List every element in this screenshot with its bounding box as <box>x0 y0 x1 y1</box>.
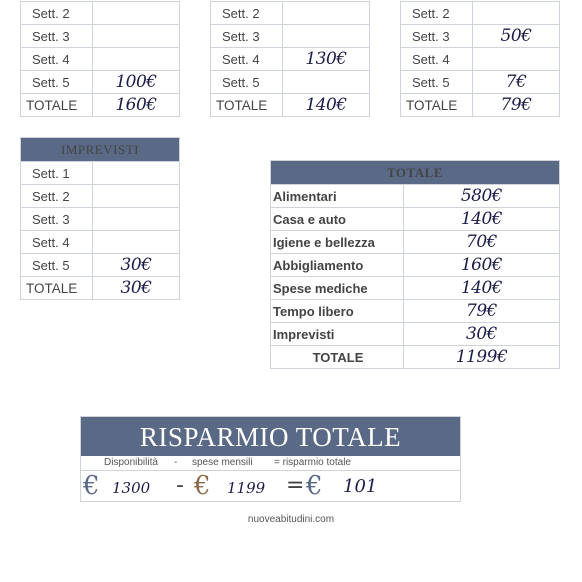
row-value <box>93 231 180 254</box>
row-value: 140€ <box>283 94 370 117</box>
row-label: Tempo libero <box>271 300 404 323</box>
imprevisti-body <box>21 162 180 300</box>
table-row <box>271 346 560 369</box>
row-value <box>93 48 180 71</box>
risparmio-totale-label: = risparmio totale <box>274 457 351 468</box>
row-label: Sett. 2 <box>401 2 473 25</box>
totale-body <box>271 185 560 369</box>
row-label: Sett. 1 <box>21 162 93 185</box>
row-label: Imprevisti <box>271 323 404 346</box>
row-label: Sett. 3 <box>21 208 93 231</box>
risparmio-value: 101 <box>343 476 378 497</box>
table-row <box>211 25 370 48</box>
risparmio-box <box>80 416 461 502</box>
table-row <box>21 162 180 185</box>
risparmio-subheader <box>81 456 460 471</box>
row-value <box>283 71 370 94</box>
row-label: Sett. 5 <box>211 71 283 94</box>
row-value: 140€ <box>404 277 560 300</box>
table-row <box>401 71 560 94</box>
minus-sign: - <box>176 473 184 498</box>
row-value: 79€ <box>473 94 560 117</box>
table-row <box>211 71 370 94</box>
table-row <box>211 2 370 25</box>
row-label: Sett. 2 <box>21 2 93 25</box>
table-row <box>271 231 560 254</box>
row-value <box>93 25 180 48</box>
table-row <box>211 94 370 117</box>
week-table-1 <box>20 1 180 117</box>
row-label: Sett. 4 <box>211 48 283 71</box>
table-row <box>21 254 180 277</box>
risparmio-title: RISPARMIO TOTALE <box>81 417 460 456</box>
row-value: 140€ <box>404 208 560 231</box>
row-value: 30€ <box>404 323 560 346</box>
table-row <box>21 2 180 25</box>
table-row <box>271 208 560 231</box>
row-value <box>93 162 180 185</box>
table-row <box>21 277 180 300</box>
table-row <box>401 94 560 117</box>
week-table-2-body <box>211 2 370 117</box>
table-row <box>271 300 560 323</box>
row-value: 70€ <box>404 231 560 254</box>
row-value <box>93 208 180 231</box>
disponibilita-value: 1300 <box>112 479 151 497</box>
row-label: Sett. 3 <box>21 25 93 48</box>
totale-table <box>270 160 560 369</box>
row-value <box>93 185 180 208</box>
week-table-3 <box>400 1 560 117</box>
row-label: Sett. 3 <box>401 25 473 48</box>
week-table-3-body <box>401 2 560 117</box>
table-row <box>271 323 560 346</box>
row-value: 160€ <box>93 94 180 117</box>
footer-url: nuoveabitudini.com <box>247 514 335 525</box>
table-row <box>21 185 180 208</box>
row-value <box>283 2 370 25</box>
row-label: Spese mediche <box>271 277 404 300</box>
row-label: TOTALE <box>271 346 404 369</box>
row-value <box>93 2 180 25</box>
table-row <box>21 94 180 117</box>
row-label: TOTALE <box>401 94 473 117</box>
row-label: Sett. 5 <box>21 254 93 277</box>
week-table-1-body <box>21 2 180 117</box>
row-value: 160€ <box>404 254 560 277</box>
row-label: TOTALE <box>21 94 93 117</box>
row-label: Sett. 5 <box>21 71 93 94</box>
table-row <box>271 185 560 208</box>
table-row <box>401 48 560 71</box>
row-value: 1199€ <box>404 346 560 369</box>
row-label: Casa e auto <box>271 208 404 231</box>
row-value <box>283 25 370 48</box>
row-label: Sett. 2 <box>211 2 283 25</box>
row-label: Sett. 3 <box>211 25 283 48</box>
row-label: Sett. 5 <box>401 71 473 94</box>
euro-sign-icon: € <box>83 471 100 501</box>
table-row <box>271 277 560 300</box>
row-label: Sett. 4 <box>21 231 93 254</box>
row-label: Abbigliamento <box>271 254 404 277</box>
row-value: 580€ <box>404 185 560 208</box>
row-value: 50€ <box>473 25 560 48</box>
totale-header: TOTALE <box>271 161 560 185</box>
row-value: 100€ <box>93 71 180 94</box>
row-label: Sett. 2 <box>21 185 93 208</box>
row-label: TOTALE <box>211 94 283 117</box>
row-label: Igiene e bellezza <box>271 231 404 254</box>
table-row <box>21 48 180 71</box>
euro-sign-icon: € <box>306 471 323 501</box>
week-table-2 <box>210 1 370 117</box>
row-value <box>473 48 560 71</box>
table-row <box>271 254 560 277</box>
euro-sign-icon: € <box>194 471 211 501</box>
table-row <box>21 25 180 48</box>
table-row <box>211 48 370 71</box>
table-row <box>401 2 560 25</box>
row-value: 79€ <box>404 300 560 323</box>
row-value: 30€ <box>93 254 180 277</box>
disponibilita-label: Disponibilità <box>104 457 158 468</box>
table-row <box>21 231 180 254</box>
imprevisti-table <box>20 137 180 300</box>
table-row <box>401 25 560 48</box>
row-label: Alimentari <box>271 185 404 208</box>
table-row <box>21 71 180 94</box>
row-value: 7€ <box>473 71 560 94</box>
row-label: Sett. 4 <box>21 48 93 71</box>
row-label: TOTALE <box>21 277 93 300</box>
row-value: 130€ <box>283 48 370 71</box>
imprevisti-header: IMPREVISTI <box>21 138 180 162</box>
minus-label: - <box>174 457 178 468</box>
risparmio-calc-row <box>81 471 460 503</box>
spese-mensili-label: spese mensili <box>192 457 253 468</box>
table-row <box>21 208 180 231</box>
equals-sign: = <box>286 473 305 498</box>
row-value <box>473 2 560 25</box>
row-label: Sett. 4 <box>401 48 473 71</box>
spese-value: 1199 <box>227 479 266 497</box>
row-value: 30€ <box>93 277 180 300</box>
